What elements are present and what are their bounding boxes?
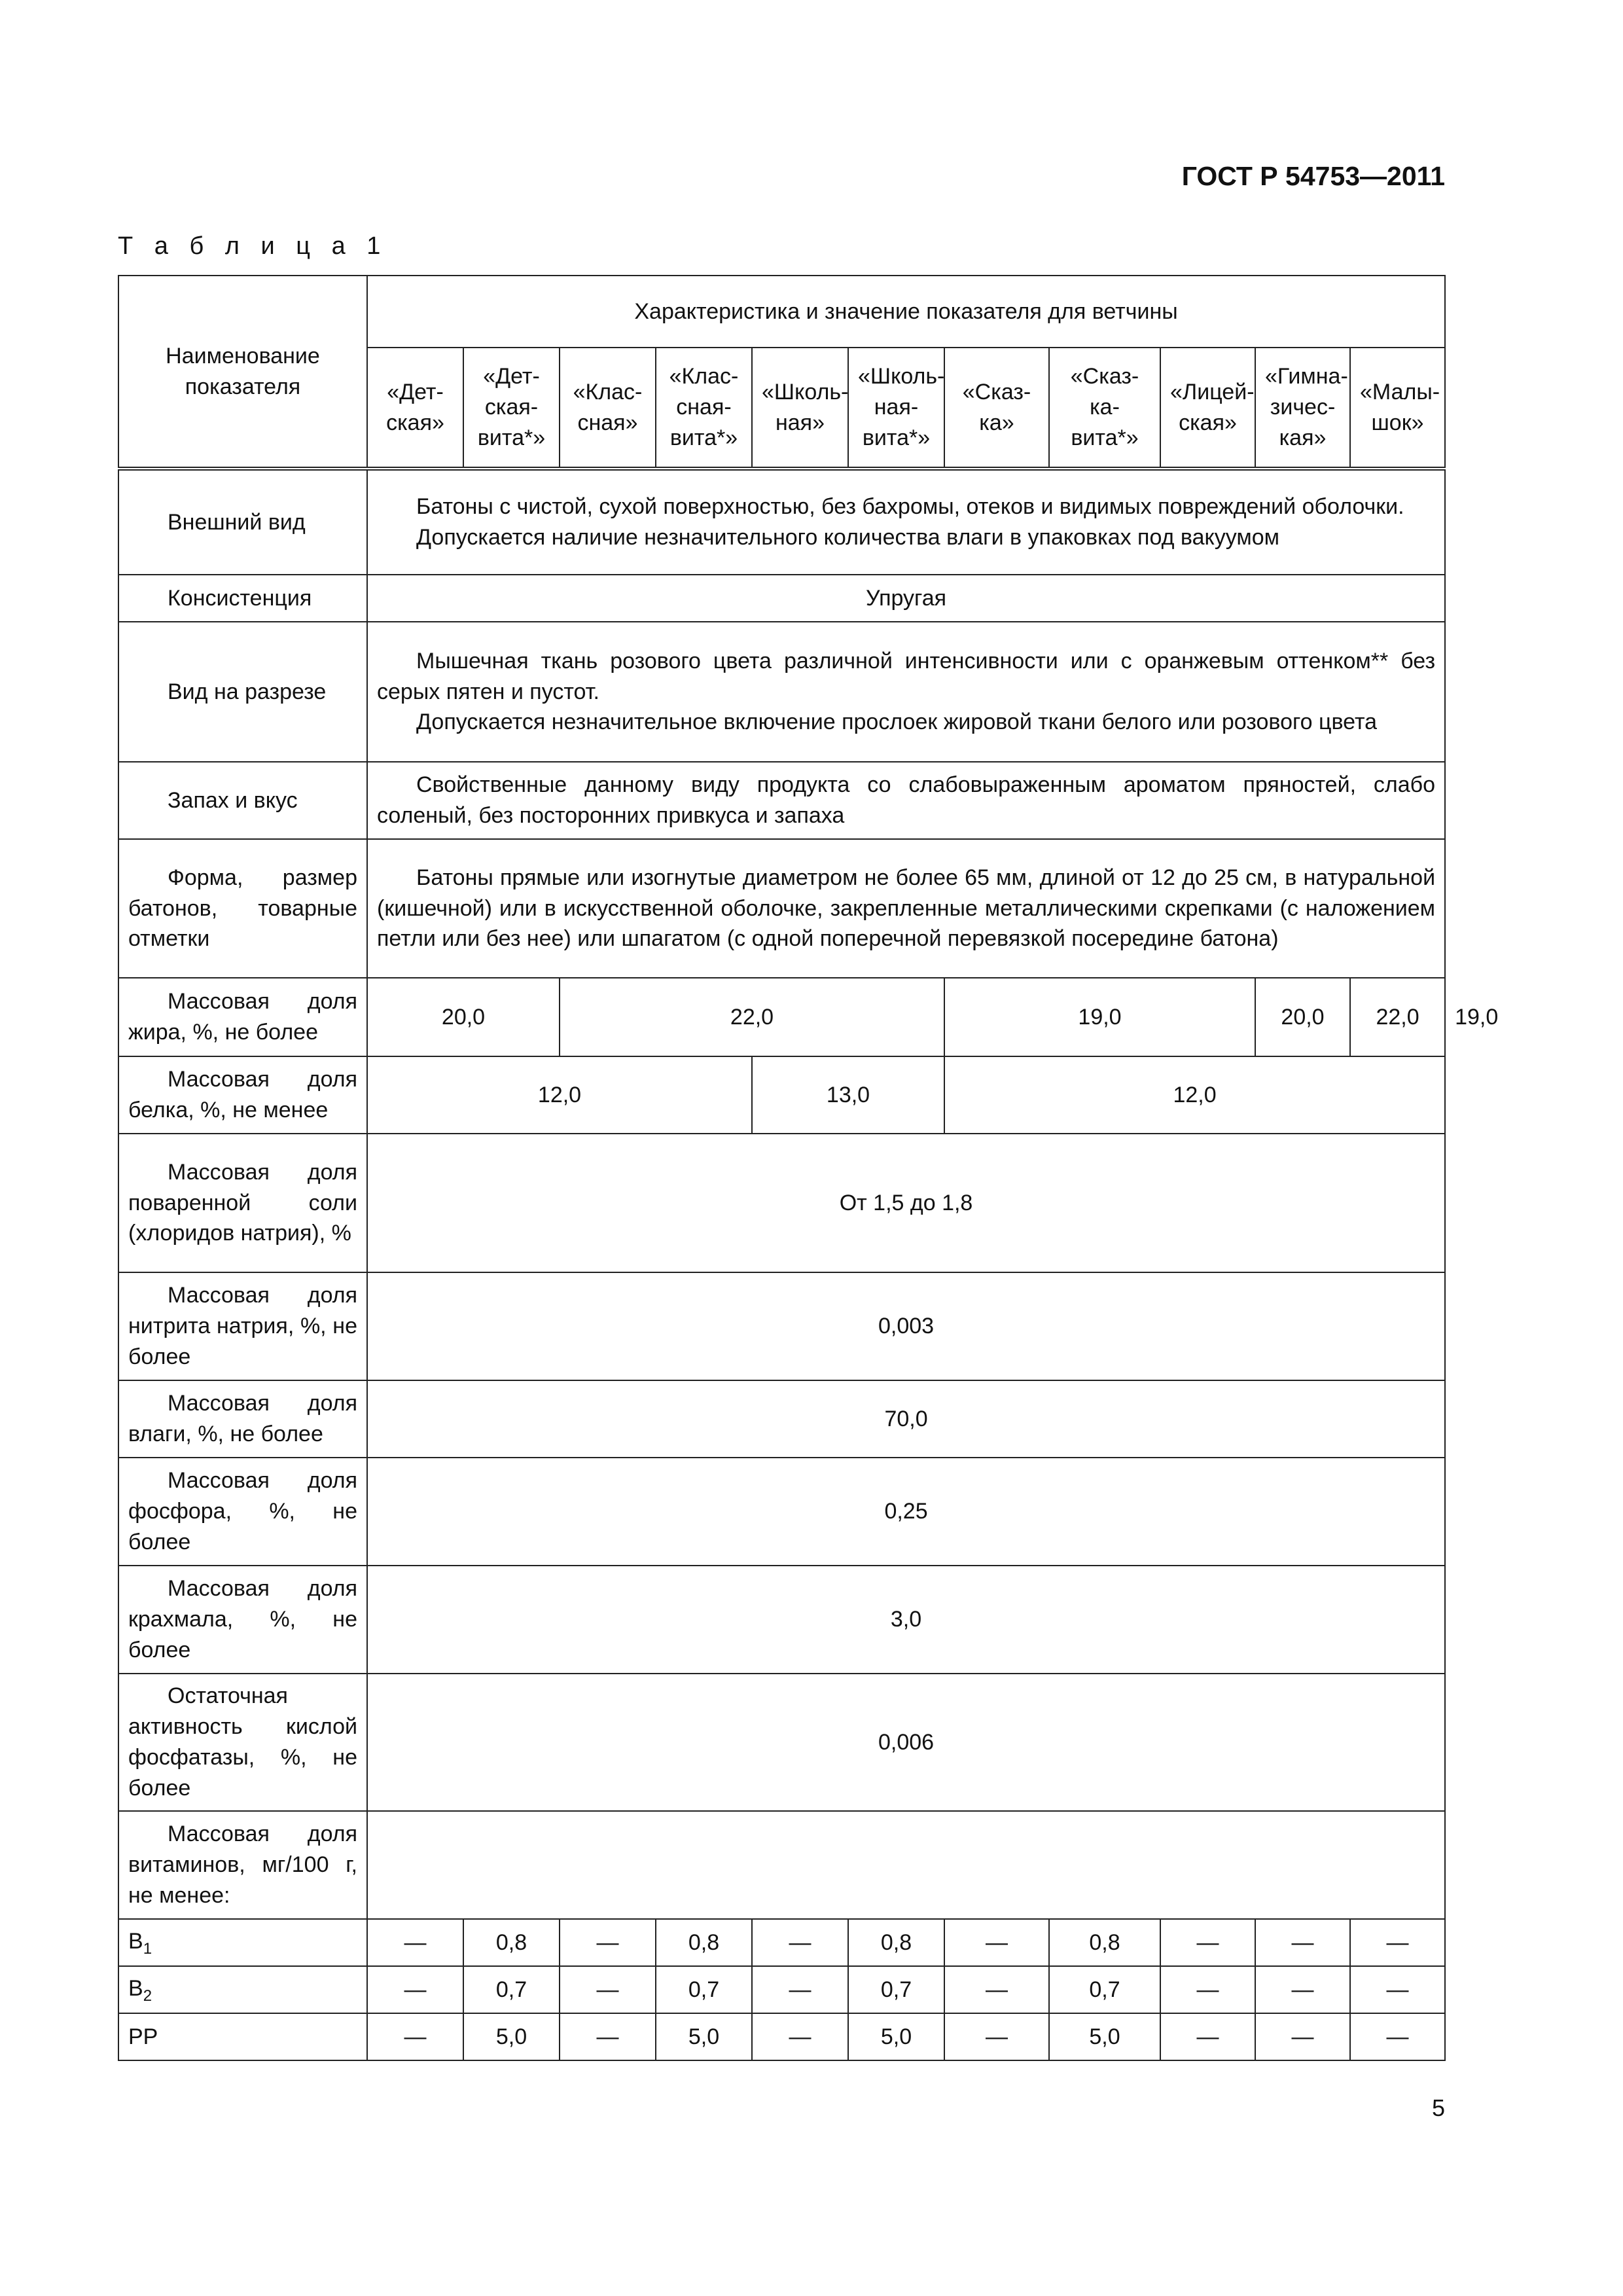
vitamin-b2-value: 0,7 [1049, 1966, 1160, 2013]
fat-value: 20,0 [1255, 978, 1350, 1056]
vitamin-b1-label: $B_1$ [118, 1919, 367, 1966]
smell-taste-value: Свойственные данному виду продукта со слабовыраженным ароматом пряностей, слабо соленый, без посторонних привкуса и запаха [367, 762, 1445, 839]
column-header: «Клас- сная» [560, 348, 656, 469]
vitamin-b1-value: — [367, 1919, 463, 1966]
vitamin-pp-row [118, 2013, 1445, 2060]
vitamin-pp-value: — [1160, 2013, 1255, 2060]
protein-value: 13,0 [752, 1056, 944, 1134]
fat-value: 20,0 [367, 978, 560, 1056]
phosphorus-value: 0,25 [367, 1458, 1445, 1566]
column-header: «Гимна- зичес- кая» [1255, 348, 1350, 469]
appearance-value: Батоны с чистой, сухой поверхностью, без бахромы, отеков и видимых повреждений оболочки. Допускается наличие незначительного количества влаги в упаковках под вакуумом [367, 469, 1445, 575]
column-header: «Сказ- ка» [944, 348, 1049, 469]
vitamin-b1-value: — [1255, 1919, 1350, 1966]
vitamin-b1-value: 0,8 [1049, 1919, 1160, 1966]
fat-value: 19,0 [944, 978, 1255, 1056]
row-name-vitamins: Массовая доля витаминов, мг/100 г, не менее: [118, 1811, 367, 1919]
column-header: «Школь- ная- вита*» [848, 348, 944, 469]
vitamin-b1-value: — [1350, 1919, 1445, 1966]
row-name-phosphorus: Массовая доля фосфора, %, не более [118, 1458, 367, 1566]
vitamin-pp-value: 5,0 [656, 2013, 752, 2060]
vitamin-b2-value: 0,7 [656, 1966, 752, 2013]
row-name-starch: Массовая доля крахмала, %, не более [118, 1566, 367, 1674]
vitamin-b1-value: 0,8 [656, 1919, 752, 1966]
row-name-salt: Массовая доля поваренной соли (хлоридов натрия), % [118, 1134, 367, 1272]
protein-value: 12,0 [367, 1056, 752, 1134]
vitamin-b2-value: 0,7 [848, 1966, 944, 2013]
vitamin-pp-value: 5,0 [463, 2013, 560, 2060]
vitamin-b2-value: — [1255, 1966, 1350, 2013]
phosphatase-value: 0,006 [367, 1674, 1445, 1811]
protein-value: 12,0 [944, 1056, 1445, 1134]
row-name-moisture: Массовая доля влаги, %, не более [118, 1380, 367, 1458]
row-name-fat: Массовая доля жира, %, не более [118, 978, 367, 1056]
header-indicator-name: Наименование показателя [118, 276, 367, 469]
column-header: «Дет- ская» [367, 348, 463, 469]
row-name-smell-taste: Запах и вкус [118, 762, 367, 839]
shape-value: Батоны прямые или изогнутые диаметром не более 65 мм, длиной от 12 до 25 см, в натуральной (кишечной) или в искусственной оболочке, закрепленные металлическими скрепками (с наложением петли или без нее) или шпагатом (с одной поперечной перевязкой посередине батона) [367, 839, 1445, 978]
vitamin-b1-value: — [752, 1919, 848, 1966]
row-name-phosphatase: Остаточная активность кислой фосфатазы, %, не более [118, 1674, 367, 1811]
row-name-shape: Форма, размер батонов, товарные отметки [118, 839, 367, 978]
salt-value: От 1,5 до 1,8 [367, 1134, 1445, 1272]
vitamin-pp-value: 5,0 [848, 2013, 944, 2060]
vitamin-pp-label: PP [118, 2013, 367, 2060]
table-caption: Т а б л и ц а 1 [118, 232, 388, 260]
vitamins-empty-cell [367, 1811, 1445, 1919]
vitamin-pp-value: 5,0 [1049, 2013, 1160, 2060]
vitamin-b1-row [118, 1919, 1445, 1966]
cut-view-value: Мышечная ткань розового цвета различной интенсивности или с оранжевым оттенком** без серых пятен и пустот. Допускается незначительное включение прослоек жировой ткани белого или розового цвета [367, 622, 1445, 762]
vitamin-pp-value: — [1350, 2013, 1445, 2060]
row-name-consistency: Консистенция [118, 575, 367, 622]
column-header: «Школь- ная» [752, 348, 848, 469]
column-header: «Лицей- ская» [1160, 348, 1255, 469]
vitamin-pp-value: — [752, 2013, 848, 2060]
vitamin-b2-value: — [752, 1966, 848, 2013]
vitamin-b2-value: — [367, 1966, 463, 2013]
header-group: Характеристика и значение показателя для ветчины [367, 276, 1445, 348]
vitamin-b2-row [118, 1966, 1445, 2013]
vitamin-b1-value: — [1160, 1919, 1255, 1966]
column-header: «Малы- шок» [1350, 348, 1445, 469]
column-header: «Дет- ская- вита*» [463, 348, 560, 469]
vitamin-b2-label: $B_2$ [118, 1966, 367, 2013]
row-name-protein: Массовая доля белка, %, не менее [118, 1056, 367, 1134]
vitamin-b2-value: — [560, 1966, 656, 2013]
vitamin-pp-value: — [560, 2013, 656, 2060]
vitamin-pp-value: — [1255, 2013, 1350, 2060]
vitamin-b1-value: 0,8 [463, 1919, 560, 1966]
row-name-appearance: Внешний вид [118, 469, 367, 575]
vitamin-b1-value: — [944, 1919, 1049, 1966]
vitamin-b1-value: — [560, 1919, 656, 1966]
fat-value: 22,0 [560, 978, 944, 1056]
vitamin-b2-value: — [944, 1966, 1049, 2013]
column-header: «Клас- сная- вита*» [656, 348, 752, 469]
column-header: «Сказ- ка-вита*» [1049, 348, 1160, 469]
vitamin-pp-value: — [944, 2013, 1049, 2060]
row-name-nitrite: Массовая доля нитрита натрия, %, не более [118, 1272, 367, 1380]
vitamin-b2-value: — [1160, 1966, 1255, 2013]
row-name-cut-view: Вид на разрезе [118, 622, 367, 762]
vitamin-pp-value: — [367, 2013, 463, 2060]
vitamin-b1-value: 0,8 [848, 1919, 944, 1966]
starch-value: 3,0 [367, 1566, 1445, 1674]
indicators-table: Наименование показателя Характеристика и значение показателя для ветчины «Дет- ская» «Дет- ская- вита*» «Клас- сная» «Клас- сная- вита*» «Школь- ная» «Школь- ная- вита*» «Сказ- ка» «Сказ- ка-вита*» «Лицей- ская» «Гимна- зичес- кая» «Малы- шок» Внешний вид Батоны с чистой, сухой поверхностью, без бахромы, отеков и видимых повреждений оболочки. Допускается наличие незначительного количества влаги в упаковках под вакуумом Консистенция Упругая Вид на разрезе Мышечная ткань розового цвета различной интенсивности или с оранжевым оттенком** без серых пятен и пустот. Допускается незначительное включение прослоек жировой ткани белого или розового цвета Запах и вкус Свойственные данному виду продукта со слабовыраженным ароматом пряностей, слабо соленый, без посторонних привкуса и запаха Форма, размер батонов, товарные отметки Батоны прямые или изогнутые диаметром не более 65 мм, длиной от 12 до 25 см, в натуральной (кишечной) или в искусственной оболочке, закрепленные металлическими скрепками (с наложением петли или без нее) или шпагатом (с одной поперечной перевязкой посередине батона) Массовая доля жира, %, не более 20,0 22,0 19,0 20,0 22,0 19,0 Массовая доля белка, %, не менее 12,0 13,0 12,0 Массовая доля поваренной соли (хлоридов натрия), % От 1,5 до 1,8 Массовая доля нитрита натрия, %, не более 0,003 Массовая доля влаги, %, не более 70,0 Массовая доля фосфора, %, не более 0,25 Массовая доля крахмала, %, не более 3,0 Остаточная активность кислой фосфатазы, %, не более 0,006 Массовая доля витаминов, мг/100 г, не менее: $B_1$ — 0,8 — 0,8 — 0,8 — 0,8 — — — $B_2$ — 0,7 — 0,7 — 0,7 — 0,7 — — — PP — 5,0 — 5,0 — 5,0 — 5,0 — — — [118, 275, 1446, 2061]
page-number: 5 [1431, 2094, 1445, 2121]
moisture-value: 70,0 [367, 1380, 1445, 1458]
consistency-value: Упругая [367, 575, 1445, 622]
fat-value: 22,0 [1350, 978, 1445, 1056]
nitrite-value: 0,003 [367, 1272, 1445, 1380]
vitamin-b2-value: 0,7 [463, 1966, 560, 2013]
vitamin-b2-value: — [1350, 1966, 1445, 2013]
document-id: ГОСТ Р 54753—2011 [1181, 161, 1445, 191]
